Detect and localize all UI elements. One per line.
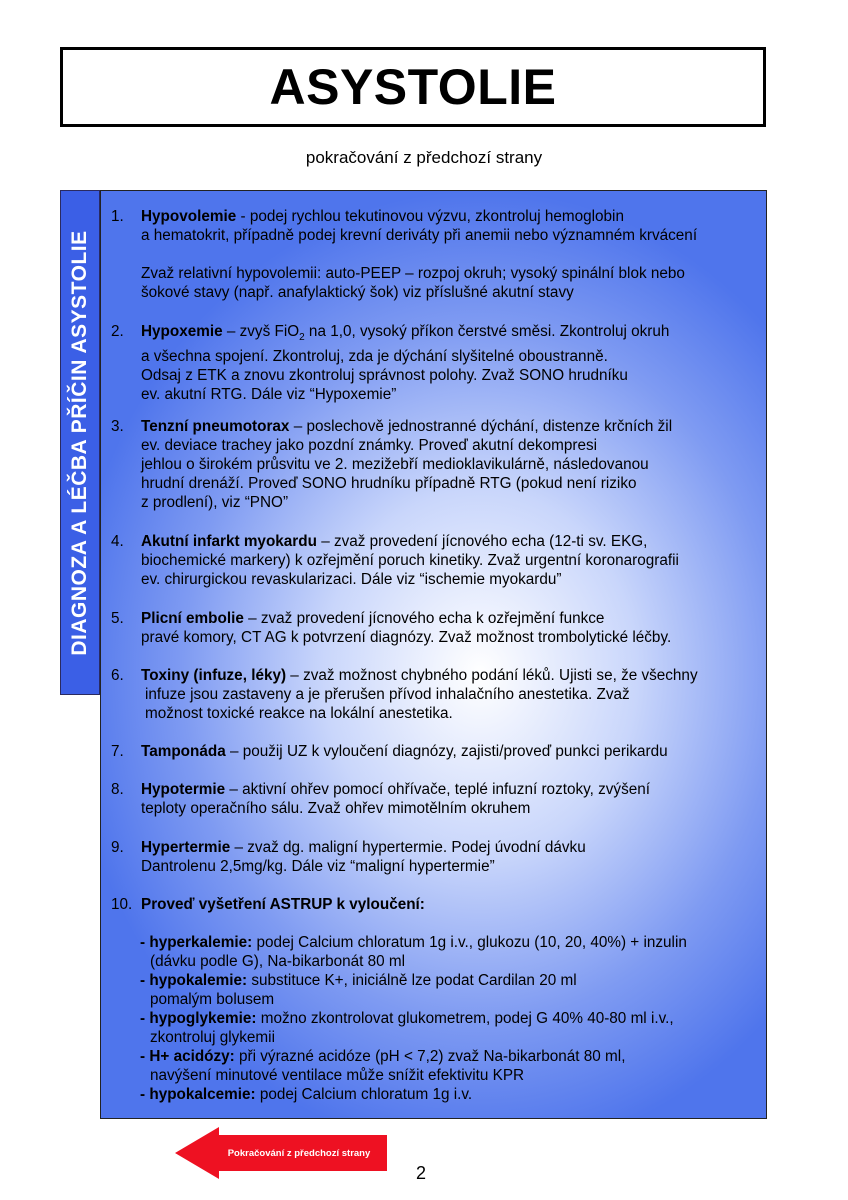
item-lead: Hypotermie — [141, 781, 226, 798]
astrup-cont: navýšení minutové ventilace může snížit efektivitu KPR — [150, 1067, 525, 1084]
item-lead: Akutní infarkt myokardu — [141, 533, 317, 550]
astrup-label: - hyperkalemie: — [140, 934, 253, 951]
astrup-cont: (dávku podle G), Na-bikarbonát 80 ml — [150, 953, 406, 970]
item-lead: Plicní embolie — [141, 610, 244, 627]
astrup-text: podej Calcium chloratum 1g i.v. — [255, 1086, 473, 1103]
item-text: – zvyš FiO — [222, 323, 300, 340]
item-line: ev. chirurgickou revaskularizaci. Dále viz “ischemie myokardu” — [141, 571, 562, 588]
item-number: 7. — [111, 743, 124, 760]
item-line: Zvaž relativní hypovolemii: auto-PEEP – rozpoj okruh; vysoký spinální blok nebo — [141, 265, 685, 282]
item-body — [141, 207, 848, 302]
item-lead: Toxiny (infuze, léky) — [141, 667, 287, 684]
page-subtitle: pokračování z předchozí strany — [305, 148, 543, 167]
item-line: ev. akutní RTG. Dále viz “Hypoxemie” — [141, 386, 397, 404]
item-line: jehlou o širokém průsvitu ve 2. mezižebří medioklavikulárně, následovanou — [141, 456, 649, 473]
item-body — [141, 895, 848, 914]
item-text: – zvaž provedení jícnového echa k ozřejmění funkce — [243, 610, 605, 627]
item-line: a všechna spojení. Zkontroluj, zda je dýchání slyšitelné oboustranně. — [141, 348, 608, 366]
item-number: 2. — [111, 323, 124, 340]
item-line: hrudní drenáží. Proveď SONO hrudníku případně RTG (pokud není riziko — [141, 475, 637, 492]
item-line: z prodlení), viz “PNO” — [141, 494, 289, 511]
item-body — [141, 532, 848, 589]
item-body — [141, 666, 848, 723]
item-text: – použij UZ k vyloučení diagnózy, zajisti/proveď punkci perikardu — [225, 743, 668, 760]
side-tab — [60, 190, 100, 695]
item-line: a hematokrit, případně podej krevní deriváty při anemii nebo významném krvácení — [141, 227, 698, 244]
item-line: biochemické markery) k ozřejmění poruch kinetiky. Zvaž urgentní koronarografii — [141, 552, 679, 569]
astrup-cont: pomalým bolusem — [150, 991, 275, 1008]
item-number: 3. — [111, 418, 124, 435]
item-body — [141, 742, 848, 761]
item-line: možnost toxické reakce na lokální anestetika. — [145, 705, 453, 722]
title-box — [60, 47, 766, 127]
astrup-text: při výrazné acidóze (pH < 7,2) zvaž Na-bikarbonát 80 ml, — [234, 1048, 626, 1065]
astrup-cont: zkontroluj glykemii — [150, 1029, 275, 1046]
item-body — [141, 417, 848, 512]
item-line: teploty operačního sálu. Zvaž ohřev mimotělním okruhem — [141, 800, 531, 817]
item-line: Dantrolenu 2,5mg/kg. Dále viz “maligní hypertermie” — [141, 858, 495, 875]
page-number: 2 — [416, 1163, 427, 1183]
item-subscript: 2 — [299, 332, 305, 344]
item-text: – aktivní ohřev pomocí ohřívače, teplé infuzní roztoky, zvýšení — [225, 781, 650, 798]
item-lead: Hypertermie — [141, 839, 231, 856]
astrup-entry — [140, 971, 848, 990]
item-body — [141, 609, 848, 647]
astrup-entry — [140, 1009, 848, 1028]
astrup-label: - hypokalcemie: — [140, 1086, 256, 1103]
item-lead: Proveď vyšetření ASTRUP k vyloučení: — [141, 896, 425, 913]
item-text: – poslechově jednostranné dýchání, distenze krčních žil — [289, 418, 673, 435]
item-line: šokové stavy (např. anafylaktický šok) viz příslušné akutní stavy — [141, 284, 574, 301]
item-lead: Hypoxemie — [141, 323, 223, 340]
item-lead: Hypovolemie — [141, 208, 237, 225]
item-text: – zvaž provedení jícnového echa (12-ti sv. EKG, — [316, 533, 648, 550]
item-spacer — [141, 245, 848, 264]
item-number: 10. — [111, 896, 133, 913]
item-line: Odsaj z ETK a znovu zkontroluj správnost polohy. Zvaž SONO hrudníku — [141, 367, 628, 385]
item-lead: Tamponáda — [141, 743, 226, 760]
item-text: na 1,0, vysoký příkon čerstvé směsi. Zkontroluj okruh — [304, 323, 670, 340]
side-tab-label: DIAGNOZA A LÉČBA PŘÍČIN ASYSTOLIE — [68, 229, 91, 656]
previous-page-arrow[interactable] — [175, 1127, 387, 1179]
astrup-label: - hypokalemie: — [140, 972, 248, 989]
item-number: 9. — [111, 839, 124, 856]
astrup-entry — [140, 1085, 848, 1104]
astrup-text: možno zkontrolovat glukometrem, podej G 40% 40-80 ml i.v., — [256, 1010, 674, 1027]
item-number: 4. — [111, 533, 124, 550]
item-number: 5. — [111, 610, 124, 627]
item-text: – zvaž možnost chybného podání léků. Ujisti se, že všechny — [286, 667, 698, 684]
item-text: – zvaž dg. maligní hypertermie. Podej úvodní dávku — [230, 839, 586, 856]
item-number: 6. — [111, 667, 124, 684]
astrup-text: substituce K+, iniciálně lze podat Cardilan 20 ml — [247, 972, 577, 989]
item-number: 8. — [111, 781, 124, 798]
astrup-text: podej Calcium chloratum 1g i.v., glukozu (10, 20, 40%) + inzulin — [252, 934, 687, 951]
astrup-label: - hypoglykemie: — [140, 1010, 257, 1027]
item-lead: Tenzní pneumotorax — [141, 418, 290, 435]
item-body — [141, 322, 848, 404]
astrup-entry — [140, 1047, 848, 1066]
item-line: infuze jsou zastaveny a je přerušen přívod inhalačního anestetika. Zvaž — [145, 686, 630, 703]
previous-page-label: Pokračování z předchozí strany — [227, 1147, 371, 1159]
item-line: ev. deviace trachey jako pozdní známky. Proveď akutní dekompresi — [141, 437, 598, 454]
astrup-label: - H+ acidózy: — [140, 1048, 235, 1065]
astrup-entry — [140, 933, 848, 952]
item-body — [141, 838, 848, 876]
page-title: ASYSTOLIE — [269, 59, 557, 115]
item-text: - podej rychlou tekutinovou výzvu, zkontroluj hemoglobin — [236, 208, 624, 225]
item-line: pravé komory, CT AG k potvrzení diagnózy. Zvaž možnost trombolytické léčby. — [141, 629, 672, 646]
item-number: 1. — [111, 208, 124, 225]
astrup-body — [140, 933, 848, 1104]
item-body — [141, 780, 848, 818]
